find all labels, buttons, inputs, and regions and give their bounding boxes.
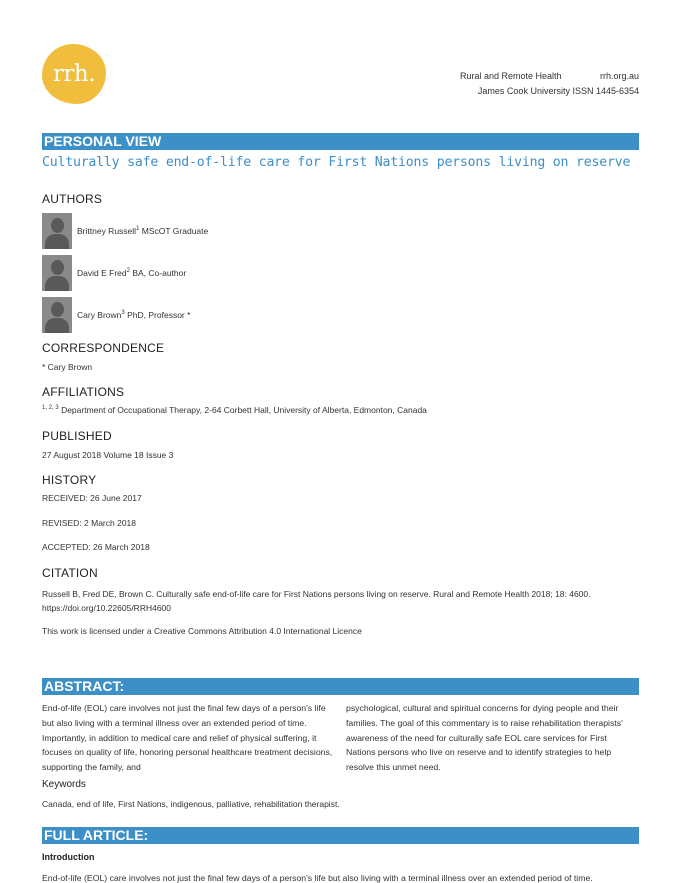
- published-text: 27 August 2018 Volume 18 Issue 3: [42, 450, 174, 460]
- authors-heading: AUTHORS: [42, 192, 103, 206]
- publisher-issn: James Cook University ISSN 1445-6354: [477, 86, 639, 96]
- personal-view-bar: PERSONAL VIEW: [42, 133, 639, 150]
- author-row: [42, 255, 186, 291]
- correspondence-text: * Cary Brown: [42, 362, 93, 372]
- rrh-logo[interactable]: [42, 44, 106, 104]
- journal-site-link[interactable]: rrh.org.au: [599, 71, 639, 81]
- keywords-text: Canada, end of life, First Nations, indigenous, palliative, rehabilitation therapist.: [42, 799, 340, 809]
- introduction-heading: Introduction: [42, 852, 95, 862]
- author-entry[interactable]: Cary Brown$^3$ PhD, Professor *: [77, 310, 191, 320]
- history-heading: HISTORY: [42, 473, 97, 487]
- history-revised: REVISED: 2 March 2018: [42, 518, 137, 528]
- published-heading: PUBLISHED: [42, 429, 112, 443]
- avatar: [42, 213, 72, 249]
- avatar: [42, 297, 72, 333]
- article-title: Culturally safe end-of-life care for First Nations persons living on reserve: [42, 155, 631, 170]
- affiliations-text: $^{1, 2, 3}$ Department of Occupational Therapy, 2-64 Corbett Hall, University of Alberta, Edmonton, Canada: [42, 405, 427, 415]
- license-text[interactable]: This work is licensed under a Creative Commons Attribution 4.0 International Licence: [42, 626, 362, 636]
- citation-heading: CITATION: [42, 566, 98, 580]
- logo-text: rrh.: [52, 61, 96, 87]
- author-entry[interactable]: Brittney Russell$^1$ MScOT Graduate: [77, 226, 209, 236]
- author-row: [42, 213, 208, 249]
- citation-text: Russell B, Fred DE, Brown C. Culturally safe end-of-life care for First Nations persons living on reserve. Rural and Remote Health 2018; 18: 4600. https://doi.org/10.22605/RRH4600: [42, 589, 591, 613]
- abstract-body: [42, 701, 639, 775]
- affiliations-heading: AFFILIATIONS: [42, 385, 125, 399]
- full-article-bar: FULL ARTICLE:: [42, 827, 639, 844]
- abstract-bar: ABSTRACT:: [42, 678, 639, 695]
- journal-name: Rural and Remote Health: [459, 71, 562, 81]
- keywords-heading: Keywords: [42, 779, 86, 790]
- masthead: [460, 69, 639, 99]
- avatar: [42, 255, 72, 291]
- abstract-column-1: End-of-life (EOL) care involves not just the final few days of a person's life but also living with a terminal illness over an extended period of time. Importantly, in addition to medical care and relief of physical suffering, it focuses on quality of life, honoring personal healthcare treatment decisions, supporting the family, and: [42, 703, 333, 773]
- history-received: RECEIVED: 26 June 2017: [42, 493, 142, 503]
- introduction-text: End-of-life (EOL) care involves not just the final few days of a person's life but also living with a terminal illness over an extended period of time.: [42, 873, 593, 883]
- author-entry[interactable]: David E Fred$^2$ BA, Co-author: [77, 268, 187, 278]
- abstract-column-2: psychological, cultural and spiritual concerns for dying people and their families. The goal of this commentary is to raise rehabilitation therapists' awareness of the need for culturally safe EOL care services for First Nations persons who live on reserve and to identify strategies to help resolve this unmet need.: [346, 703, 623, 773]
- author-row: [42, 297, 190, 333]
- history-accepted: ACCEPTED: 26 March 2018: [42, 542, 150, 552]
- correspondence-heading: CORRESPONDENCE: [42, 341, 165, 355]
